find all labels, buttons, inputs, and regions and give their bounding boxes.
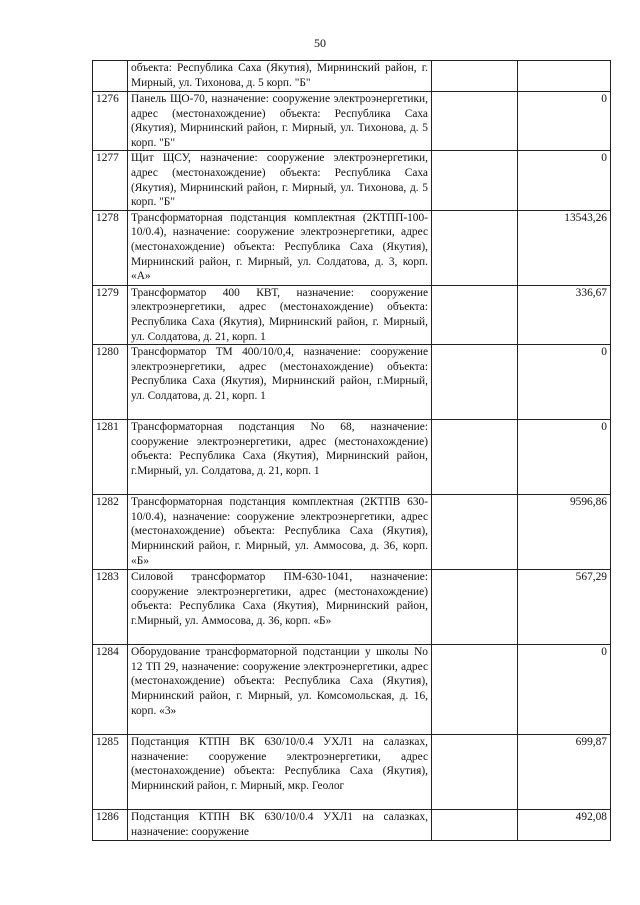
table-row — [93, 570, 611, 645]
value-cell: 0 — [518, 645, 611, 735]
table-row — [93, 285, 611, 344]
row-number-cell: 1284 — [93, 645, 128, 735]
description-cell: Трансформаторная подстанция комплектная (2КТПП-100-10/0.4), назначение: сооружение электроэнергетики, адрес (местонахождение) объекта: Республика Саха (Якутия), Мирнинский район, г. Мирный, ул. Солдатова, д. 3, корп. «А» — [128, 210, 432, 285]
table-row — [93, 345, 611, 420]
empty-cell — [432, 810, 518, 841]
description-cell: Подстанция КТПН ВК 630/10/0.4 УХЛ1 на салазках, назначение: сооружение — [128, 810, 432, 841]
register-table-body — [93, 61, 611, 841]
table-row — [93, 810, 611, 841]
empty-cell — [432, 285, 518, 344]
table-row — [93, 92, 611, 151]
value-cell: 0 — [518, 151, 611, 210]
value-cell: 13543,26 — [518, 210, 611, 285]
table-row — [93, 151, 611, 210]
description-cell: Трансформатор 400 КВТ, назначение: сооружение электроэнергетики, адрес (местонахождение) объекта: Республика Саха (Якутия), Мирнинский район, г. Мирный, ул. Солдатова, д. 21, корп. 1 — [128, 285, 432, 344]
description-cell: Трансформаторная подстанция No 68, назначение: сооружение электроэнергетики, адрес (местонахождение) объекта: Республика Саха (Якутия), Мирнинский район, г.Мирный, ул. Солдатова, д. 21, корп. 1 — [128, 420, 432, 495]
table-row — [93, 495, 611, 570]
row-number-cell: 1285 — [93, 735, 128, 810]
description-cell: Трансформаторная подстанция комплектная (2КТПВ 630-10/0.4), назначение: сооружение электроэнергетики, адрес (местонахождение) объекта: Республика Саха (Якутия), Мирнинский район, г. Мирный, ул. Аммосова, д. 36, корп. «Б» — [128, 495, 432, 570]
value-cell: 0 — [518, 92, 611, 151]
description-cell: Оборудование трансформаторной подстанции у школы No 12 ТП 29, назначение: сооружение электроэнергетики, адрес (местонахождение) объекта: Республика Саха (Якутия), Мирнинский район, г. Мирный, ул. Комсомольская, д. 16, корп. «3» — [128, 645, 432, 735]
table-row — [93, 210, 611, 285]
row-number-cell: 1283 — [93, 570, 128, 645]
row-number-cell: 1276 — [93, 92, 128, 151]
row-number-cell: 1281 — [93, 420, 128, 495]
row-number-cell: 1279 — [93, 285, 128, 344]
row-number-cell: 1280 — [93, 345, 128, 420]
register-table — [92, 60, 611, 841]
empty-cell — [432, 210, 518, 285]
row-number-cell — [93, 61, 128, 92]
row-number-cell: 1277 — [93, 151, 128, 210]
description-cell: Силовой трансформатор ПМ-630-1041, назначение: сооружение электроэнергетики, адрес (местонахождение) объекта: Республика Саха (Якутия), Мирнинский район, г.Мирный, ул. Аммосова, д. 36, корп. «Б» — [128, 570, 432, 645]
empty-cell — [432, 495, 518, 570]
empty-cell — [432, 92, 518, 151]
value-cell: 0 — [518, 420, 611, 495]
value-cell: 699,87 — [518, 735, 611, 810]
empty-cell — [432, 151, 518, 210]
empty-cell — [432, 735, 518, 810]
row-number-cell: 1282 — [93, 495, 128, 570]
description-cell: Подстанция КТПН ВК 630/10/0.4 УХЛ1 на салазках, назначение: сооружение электроэнергетики, адрес (местонахождение) объекта: Республика Саха (Якутия), Мирнинский район, г. Мирный, мкр. Геолог — [128, 735, 432, 810]
table-row — [93, 420, 611, 495]
description-cell: Панель ЩО-70, назначение: сооружение электроэнергетики, адрес (местонахождение) объекта: Республика Саха (Якутия), Мирнинский район, г. Мирный, ул. Тихонова, д. 5 корп. "Б" — [128, 92, 432, 151]
value-cell: 9596,86 — [518, 495, 611, 570]
value-cell — [518, 61, 611, 92]
empty-cell — [432, 61, 518, 92]
value-cell: 567,29 — [518, 570, 611, 645]
empty-cell — [432, 345, 518, 420]
empty-cell — [432, 645, 518, 735]
table-row — [93, 735, 611, 810]
description-cell: Трансформатор ТМ 400/10/0,4, назначение: сооружение электроэнергетики, адрес (местонахождение) объекта: Республика Саха (Якутия), Мирнинский район, г.Мирный, ул. Солдатова, д. 21, корп. 1 — [128, 345, 432, 420]
description-cell: Щит ЩСУ, назначение: сооружение электроэнергетики, адрес (местонахождение) объекта: Республика Саха (Якутия), Мирнинский район, г. Мирный, ул. Тихонова, д. 5 корп. "Б" — [128, 151, 432, 210]
value-cell: 336,67 — [518, 285, 611, 344]
page-number: 50 — [314, 36, 326, 50]
table-row — [93, 61, 611, 92]
table-row — [93, 645, 611, 735]
value-cell: 0 — [518, 345, 611, 420]
empty-cell — [432, 420, 518, 495]
row-number-cell: 1278 — [93, 210, 128, 285]
value-cell: 492,08 — [518, 810, 611, 841]
description-cell: объекта: Республика Саха (Якутия), Мирнинский район, г. Мирный, ул. Тихонова, д. 5 корп. "Б" — [128, 61, 432, 92]
empty-cell — [432, 570, 518, 645]
row-number-cell: 1286 — [93, 810, 128, 841]
